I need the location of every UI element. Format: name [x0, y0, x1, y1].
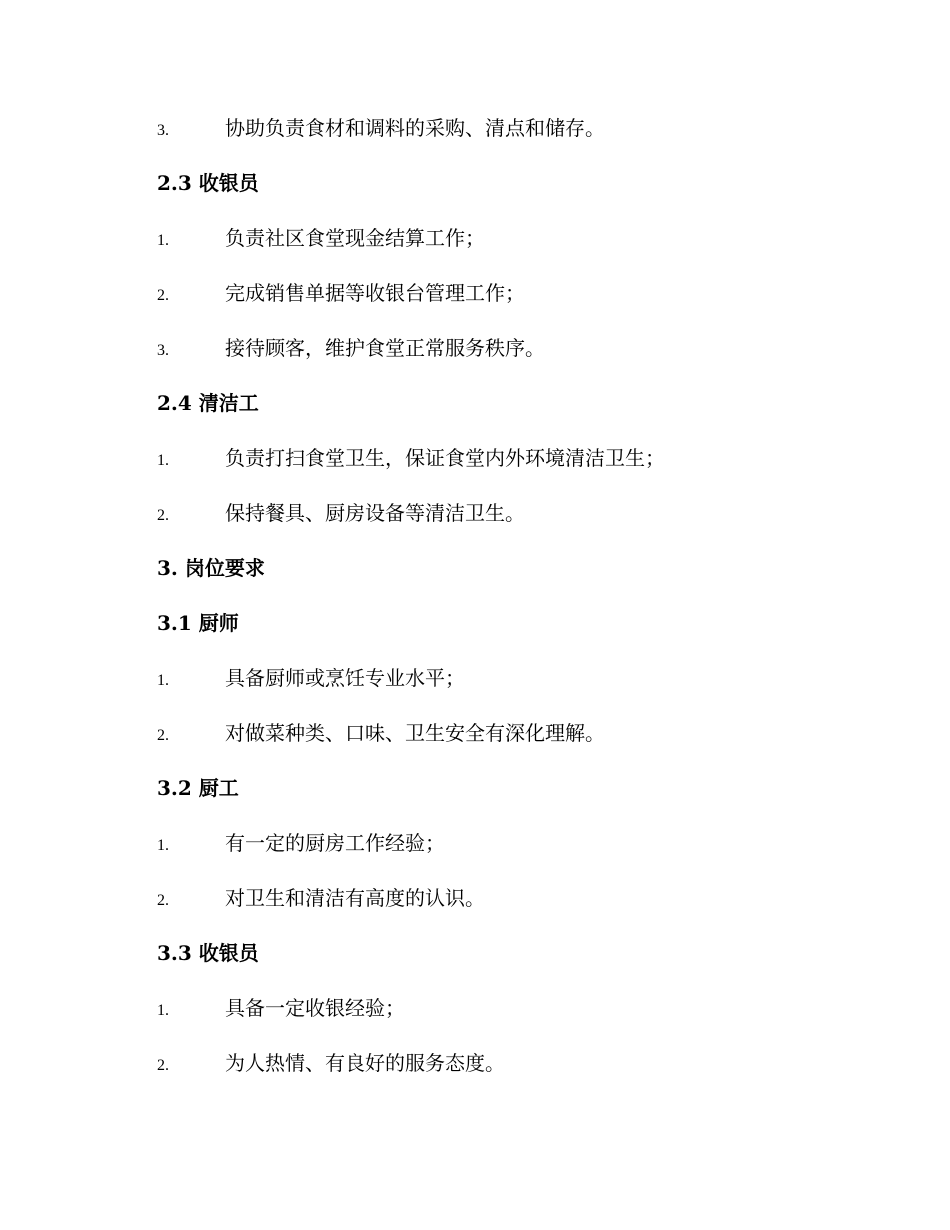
list-number: 1.: [157, 672, 169, 689]
list-number: 2.: [157, 727, 169, 744]
list-item: [157, 713, 870, 768]
list-text: 具备一定收银经验；: [225, 996, 405, 1020]
list-text: 接待顾客，维护食堂正常服务秩序。: [225, 336, 545, 360]
list-number: 3.: [157, 122, 169, 139]
list-number: 1.: [157, 452, 169, 469]
list-text: 具备厨师或烹饪专业水平；: [225, 666, 465, 690]
list-number: 2.: [157, 507, 169, 524]
list-number: 2.: [157, 1057, 169, 1074]
list-number: 1.: [157, 1002, 169, 1019]
list-item: [157, 218, 870, 273]
section-heading: 2.3 收银员: [157, 171, 259, 195]
list-item: [157, 658, 870, 713]
list-text: 协助负责食材和调料的采购、清点和储存。: [225, 116, 605, 140]
list-text: 对做菜种类、口味、卫生安全有深化理解。: [225, 721, 605, 745]
list-number: 2.: [157, 287, 169, 304]
list-item: [157, 878, 870, 933]
list-text: 完成销售单据等收银台管理工作；: [225, 281, 525, 305]
list-number: 1.: [157, 837, 169, 854]
list-text: 对卫生和清洁有高度的认识。: [225, 886, 485, 910]
list-text: 负责打扫食堂卫生，保证食堂内外环境清洁卫生；: [225, 446, 665, 470]
section-heading: 3.1 厨师: [157, 611, 239, 635]
list-item: [157, 438, 870, 493]
list-text: 为人热情、有良好的服务态度。: [225, 1051, 505, 1075]
list-number: 2.: [157, 892, 169, 909]
list-item: [157, 823, 870, 878]
list-text: 有一定的厨房工作经验；: [225, 831, 445, 855]
list-item: [157, 988, 870, 1043]
list-item: [157, 108, 870, 163]
list-number: 1.: [157, 232, 169, 249]
list-item: [157, 328, 870, 383]
section-heading: 3. 岗位要求: [157, 556, 265, 580]
list-item: [157, 493, 870, 548]
section-heading: 2.4 清洁工: [157, 391, 259, 415]
list-item: [157, 273, 870, 328]
section-heading: 3.3 收银员: [157, 941, 259, 965]
list-item: [157, 1043, 870, 1098]
list-text: 保持餐具、厨房设备等清洁卫生。: [225, 501, 525, 525]
section-heading: 3.2 厨工: [157, 776, 239, 800]
list-text: 负责社区食堂现金结算工作；: [225, 226, 485, 250]
list-number: 3.: [157, 342, 169, 359]
